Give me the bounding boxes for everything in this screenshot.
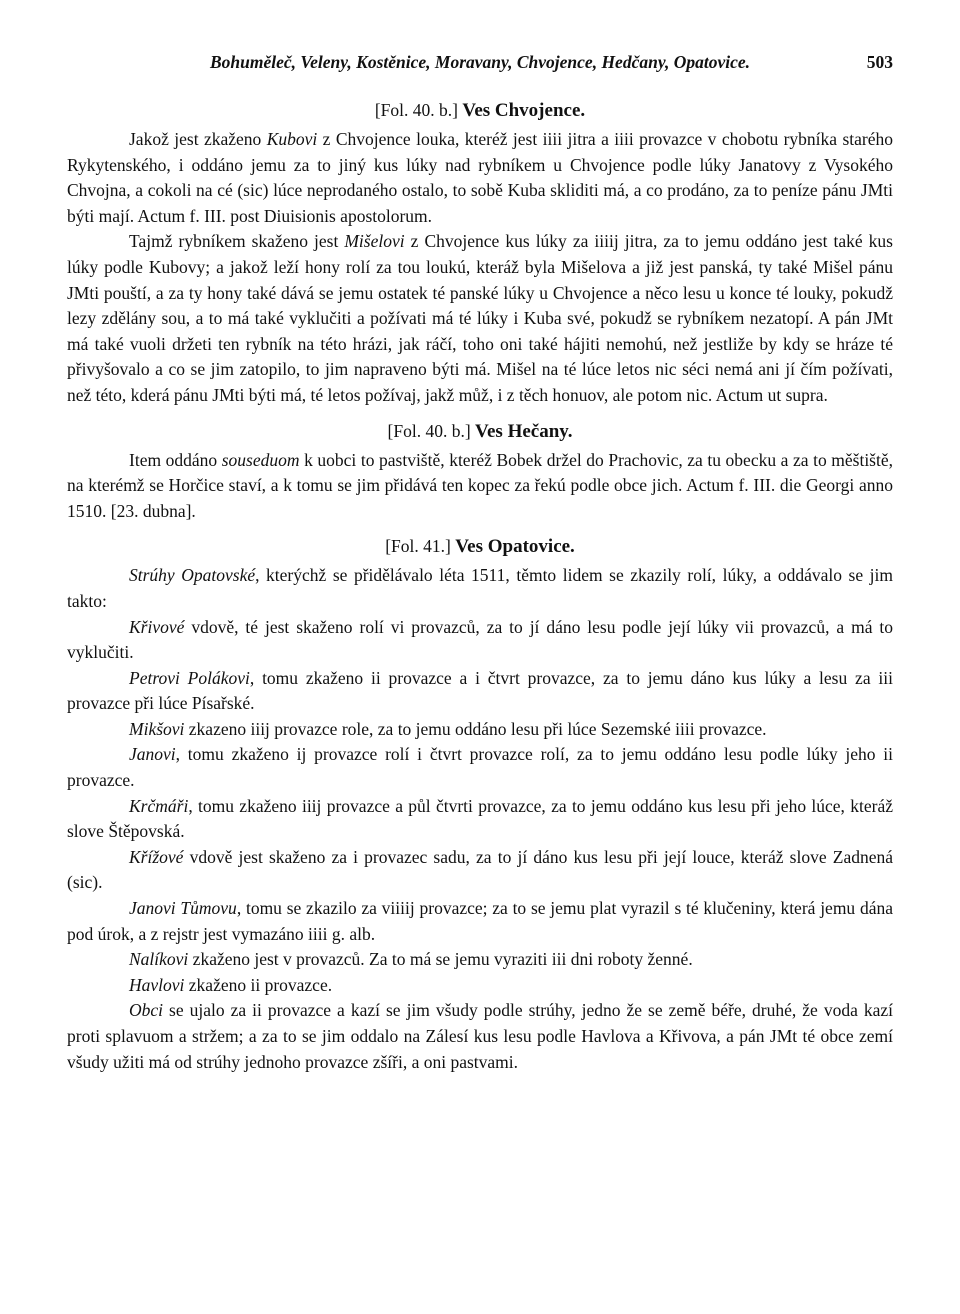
- running-title: Bohuměleč, Veleny, Kostěnice, Moravany, Chvojence, Hedčany, Opatovice.: [210, 52, 750, 72]
- entry: [67, 794, 893, 845]
- paragraph-text: zkaženo jest v provazců. Za to má se jemu vyraziti iii dni roboty ženné.: [188, 949, 693, 970]
- person-name: Kubovi: [266, 129, 318, 149]
- person-name: Strúhy Opatovské: [129, 565, 256, 586]
- paragraph-text: se ujalo za ii provazce a kazí se jim všudy podle strúhy, jedno že se země béře, druhé, že voda kazí proti splavuom a stržem; a za to se jim oddalo na Zálesí kus lesu podle Havlova a Křivova, a pán JMt té obce zemí všudy užiti má od strúhy jednoho provazce zšíři, a oni pastvami.: [67, 1000, 893, 1072]
- section-hecany: [67, 419, 893, 525]
- section-heading: [67, 419, 893, 444]
- paragraph-text: , tomu zkaženo ii provazce a i čtvrt provazce, za to jemu dáno kus lúky a lesu za iii provazce při lúce Písařské.: [67, 667, 893, 714]
- entry: [67, 742, 893, 793]
- paragraph: [67, 563, 893, 614]
- person-name: Krčmáři: [129, 795, 189, 816]
- person-name: Petrovi Polákovi: [129, 667, 250, 688]
- document-page: [67, 52, 893, 1075]
- paragraph-text: vdově jest skaženo za i provazec sadu, za to jí dáno kus lesu při její louce, kteráž slove Zadnená (sic).: [67, 846, 893, 893]
- entry: [67, 947, 893, 973]
- paragraph-text: , tomu se zkazilo za viiiij provazce; za to se jemu plat vyrazil s té klučeniny, která jemu dána pod úrok, a z rejstr jest vymazáno iiii g. alb.: [67, 898, 893, 944]
- paragraph: [67, 127, 893, 229]
- person-name: Janovi: [129, 744, 176, 765]
- entry: [67, 896, 893, 947]
- folio-reference: [Fol. 40. b.]: [374, 100, 458, 120]
- section-chvojence: [67, 98, 893, 409]
- village-name: Ves Chvojence.: [462, 100, 586, 121]
- entry: [67, 998, 893, 1075]
- running-header: [67, 52, 893, 76]
- person-name: Obci: [129, 1000, 164, 1021]
- person-name: Křivové: [129, 616, 185, 637]
- person-name: Nalíkovi: [129, 949, 189, 970]
- village-name: Ves Opatovice.: [455, 536, 575, 558]
- person-name: Havlovi: [129, 974, 185, 995]
- folio-reference: [Fol. 41.]: [385, 536, 451, 557]
- person-name: Janovi Tůmovu: [129, 898, 237, 919]
- paragraph-text: , kterýchž se přidělávalo léta 1511, těmto lidem se zkazily rolí, lúky, a oddávalo se jim takto:: [67, 565, 893, 611]
- paragraph-text: z Chvojence louka, kteréž jest iiii jitra a iiii provazce v chobotu rybníka starého Rykytenského, i oddáno jemu za to jiný kus lúky nad rybníkem u Chvojence podle lúky Janatovy z Vysokého Chvojna, a cokoli na cé (sic) lúce neprodaného ostalo, to sobě Kuba skliditi má, a co prodáno, za to peníze pánu JMti býti mají. Actum f. III. post Diuisionis apostolorum.: [67, 129, 894, 226]
- entry: [67, 973, 893, 999]
- entry: [67, 615, 893, 666]
- village-name: Ves Hečany.: [475, 420, 573, 442]
- entry: [67, 845, 893, 896]
- entry: [67, 717, 893, 743]
- paragraph: [67, 229, 893, 408]
- folio-reference: [Fol. 40. b.]: [387, 420, 471, 441]
- paragraph-text: z Chvojence kus lúky za iiiij jitra, za to jemu oddáno jest také kus lúky podle Kubovy; a jakož leží hony rolí za tou loukú, kteráž byla Mišelova a již jest panská, ty také Mišel pánu JMti pouští, a za ty hony také dává se jemu ostatek té panské lúky u Chvojence a něco lesu u konce té louky, pokudž lezy zdělány sou, a to má také vyklučiti a požívati má té lúky i Kuba své, pokudž se rybníkem nezatopí. A pán JMt má také vuoli držeti ten rybník na této hrázi, jak ráčí, toho oni také hájiti nemohú, než jestliže by kdy se hráze té přivyšovalo a co se jim zatopilo, to jim napraveno býti má. Mišel na té lúce letos nic séci nemá ani jí čím požívati, než této, kderá pánu JMti býti má, té letos požívaj, jakž můž, i z těch honuov, ale potom nic. Actum ut supra.: [67, 231, 893, 405]
- paragraph-text: vdově, té jest skaženo rolí vi provazců, za to jí dáno lesu podle její lúky vii provazců, a má to vyklučiti.: [67, 616, 893, 663]
- paragraph: [67, 448, 893, 525]
- paragraph-text: , tomu zkaženo ij provazce rolí i čtvrt provazce rolí, za to jemu oddáno lesu podle lúky jeho ii provazce.: [67, 744, 893, 791]
- paragraph-text: zkazeno iiij provazce role, za to jemu oddáno lesu při lúce Sezemské iiii provazce.: [184, 718, 767, 739]
- paragraph-text: , tomu zkaženo iiij provazce a půl čtvrti provazce, za to jemu oddáno kus lesu při jeho lúce, kteráž slove Štěpovská.: [67, 795, 893, 842]
- paragraph-lead: Jakož jest zkaženo: [129, 129, 267, 149]
- person-name: souseduom: [221, 449, 300, 470]
- section-opatovice: [67, 534, 893, 1075]
- section-heading: [67, 534, 893, 559]
- paragraph-text: zkaženo ii provazce.: [184, 974, 333, 995]
- section-heading: [67, 98, 893, 123]
- paragraph-text: k uobci to pastviště, kteréž Bobek držel do Prachovic, za tu obecku a za to měštiště, na kterémž se Horčice staví, a k tomu se jim přidává ten kopec za řekú podle obce jich. Actum f. III. die Georgi anno 1510. [23. dubna].: [67, 449, 893, 521]
- paragraph-lead: Tajmž rybníkem skaženo jest: [129, 231, 345, 252]
- page-number: 503: [866, 52, 893, 72]
- entry: [67, 666, 893, 717]
- person-name: Mišelovi: [344, 231, 405, 252]
- person-name: Křížové: [129, 846, 184, 867]
- person-name: Mikšovi: [129, 718, 185, 739]
- paragraph-lead: Item oddáno: [129, 449, 222, 470]
